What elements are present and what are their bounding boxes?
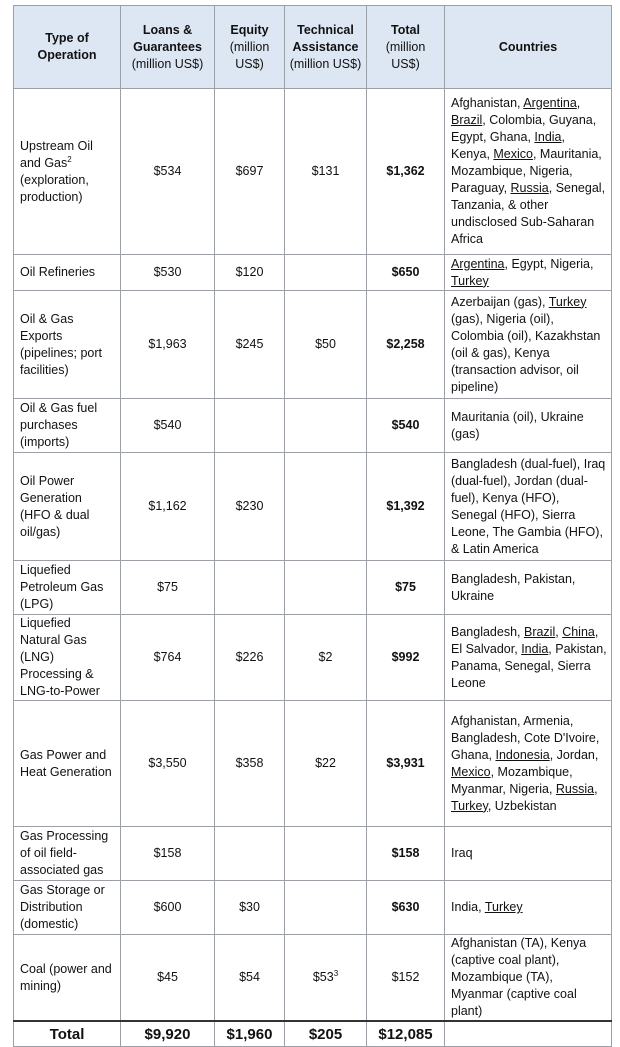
totals-equity: $1,960 [215, 1021, 285, 1047]
country-text: , Jordan, [549, 747, 599, 762]
countries-list [445, 291, 612, 399]
header-ta: Technical Assistance (million US$) [285, 6, 367, 89]
ta-value [285, 827, 367, 881]
total-value: $540 [367, 399, 445, 453]
total-value: $630 [367, 881, 445, 935]
totals-countries-empty [445, 1021, 612, 1047]
total-value: $2,258 [367, 291, 445, 399]
countries-list [445, 399, 612, 453]
country-text: , Senegal, Tanzania, & other undisclosed Sub-Saharan Africa [451, 181, 606, 246]
equity-value: $120 [215, 255, 285, 291]
operation-type: Oil & Gas fuel purchases (imports) [14, 399, 121, 453]
equity-value: $230 [215, 453, 285, 561]
equity-value: $697 [215, 89, 285, 255]
country-highlight: Argentina [523, 96, 577, 110]
country-text: Bangladesh, Pakistan, Ukraine [451, 571, 576, 603]
table-row [14, 291, 612, 399]
country-highlight: China [562, 624, 595, 639]
total-value: $158 [367, 827, 445, 881]
country-highlight: Argentina [451, 256, 505, 271]
footnote-marker: 3 [333, 968, 339, 978]
loans-value: $764 [121, 615, 215, 701]
ta-value [285, 453, 367, 561]
country-text: Iraq [451, 846, 473, 860]
country-text: India, [451, 900, 485, 914]
footnote-marker: 2 [67, 154, 72, 164]
equity-value [215, 827, 285, 881]
table-row [14, 561, 612, 615]
ta-value [285, 255, 367, 291]
country-highlight: Russia [555, 781, 595, 796]
total-value: $75 [367, 561, 445, 615]
operation-type: Oil Refineries [14, 255, 121, 291]
country-highlight: Turkey [548, 294, 587, 309]
operation-type: Oil & Gas Exports (pipelines; port facilities) [14, 291, 121, 399]
country-text: , Uzbekistan [487, 798, 557, 813]
country-text: (gas), Nigeria (oil), Colombia (oil), Kazakhstan (oil & gas), Kenya (transaction advisor, oil pipeline) [451, 311, 601, 394]
header-loans: Loans & Guarantees (million US$) [121, 6, 215, 89]
country-text: Afghanistan, [451, 96, 524, 110]
equity-value: $30 [215, 881, 285, 935]
countries-list [445, 453, 612, 561]
header-total: Total (million US$) [367, 6, 445, 89]
country-highlight: India [521, 641, 549, 656]
totals-loans: $9,920 [121, 1021, 215, 1047]
country-text: , Mauritania, Mozambique, Nigeria, Paraguay, [451, 147, 602, 195]
country-highlight: Turkey [484, 900, 523, 914]
country-highlight: Mexico [451, 764, 491, 779]
equity-value: $54 [215, 935, 285, 1022]
country-text: Bangladesh, [451, 624, 524, 639]
total-value: $650 [367, 255, 445, 291]
operation-type: Gas Processing of oil field-associated gas [14, 827, 121, 881]
operation-type: Coal (power and mining) [14, 935, 121, 1022]
loans-value: $1,963 [121, 291, 215, 399]
country-highlight: Brazil [451, 113, 483, 127]
table-row [14, 89, 612, 255]
operation-type: Gas Power and Heat Generation [14, 701, 121, 827]
country-text: , Kenya, [451, 130, 565, 161]
ta-value: $131 [285, 89, 367, 255]
countries-list [445, 827, 612, 881]
countries-list [445, 255, 612, 291]
ta-value: $\$53^3$ [285, 935, 367, 1022]
totals-row [14, 1021, 612, 1047]
countries-list [445, 615, 612, 701]
header-countries: Countries [445, 6, 612, 89]
operation-type: Upstream Oil and Gas$^2$ (exploration, production) [14, 89, 121, 255]
totals-label: Total [14, 1021, 121, 1047]
totals-ta: $205 [285, 1021, 367, 1047]
header-loans-unit: (million US$) [131, 56, 204, 71]
ta-value: $2 [285, 615, 367, 701]
ta-value [285, 399, 367, 453]
country-text: , Colombia, Guyana, Egypt, Ghana, [451, 113, 597, 144]
equity-value [215, 399, 285, 453]
header-equity-unit: (million US$) [229, 39, 270, 71]
ta-value: $50 [285, 291, 367, 399]
table-row [14, 399, 612, 453]
table-row [14, 615, 612, 701]
total-value: $152 [367, 935, 445, 1022]
country-highlight: Turkey [451, 798, 488, 813]
country-text: , [594, 781, 598, 796]
loans-value: $3,550 [121, 701, 215, 827]
countries-list [445, 881, 612, 935]
country-text: , Egypt, Nigeria, [504, 256, 594, 271]
ta-value [285, 881, 367, 935]
table-row [14, 881, 612, 935]
country-text: , El Salvador, [451, 624, 599, 656]
loans-value: $534 [121, 89, 215, 255]
countries-list [445, 701, 612, 827]
loans-value: $45 [121, 935, 215, 1022]
loans-value: $530 [121, 255, 215, 291]
operation-type: Liquefied Natural Gas (LNG) Processing & LNG-to-Power [14, 615, 121, 701]
operation-type: Oil Power Generation (HFO & dual oil/gas) [14, 453, 121, 561]
loans-value: $1,162 [121, 453, 215, 561]
country-text: Bangladesh (dual-fuel), Iraq (dual-fuel), Jordan (dual-fuel), Kenya (HFO), Senegal (HFO), Sierra Leone, The Gambia (HFO), & Latin America [451, 456, 606, 556]
country-highlight: Brazil [523, 624, 556, 639]
header-row [14, 6, 612, 89]
header-total-unit: (million US$) [385, 39, 426, 71]
country-text: , Mozambique, Myanmar, Nigeria, [451, 764, 573, 796]
operation-type: Gas Storage or Distribution (domestic) [14, 881, 121, 935]
total-value: $992 [367, 615, 445, 701]
total-value: $1,362 [367, 89, 445, 255]
table-body [14, 89, 612, 1022]
ta-value: $22 [285, 701, 367, 827]
table-row [14, 935, 612, 1022]
country-text: , [555, 624, 563, 639]
country-highlight: Turkey [451, 273, 489, 288]
equity-value: $245 [215, 291, 285, 399]
totals-total: $12,085 [367, 1021, 445, 1047]
total-value: $3,931 [367, 701, 445, 827]
country-highlight: Russia [510, 181, 549, 195]
equity-value [215, 561, 285, 615]
country-highlight: Mexico [493, 147, 533, 161]
table-row [14, 453, 612, 561]
countries-list [445, 89, 612, 255]
countries-list [445, 561, 612, 615]
fossil-fuel-finance-table [13, 5, 612, 1047]
loans-value: $158 [121, 827, 215, 881]
country-text: , [576, 96, 581, 110]
country-text: Afghanistan, Armenia, Bangladesh, Cote D'Ivoire, Ghana, [451, 713, 600, 762]
loans-value: $75 [121, 561, 215, 615]
equity-value: $226 [215, 615, 285, 701]
country-text: Afghanistan (TA), Kenya (captive coal plant), Mozambique (TA), Myanmar (captive coal plant) [451, 936, 587, 1018]
header-ta-unit: (million US$) [289, 56, 362, 71]
header-type: Type of Operation [14, 6, 121, 89]
table-row [14, 827, 612, 881]
countries-list [445, 935, 612, 1022]
ta-value [285, 561, 367, 615]
table-container [13, 5, 611, 1047]
equity-value: $358 [215, 701, 285, 827]
loans-value: $540 [121, 399, 215, 453]
table-row [14, 701, 612, 827]
table-row [14, 255, 612, 291]
country-text: Azerbaijan (gas), [451, 294, 549, 309]
total-value: $1,392 [367, 453, 445, 561]
country-text: , Pakistan, Panama, Senegal, Sierra Leone [451, 641, 607, 690]
country-highlight: India [534, 130, 562, 144]
country-text: Mauritania (oil), Ukraine (gas) [451, 409, 584, 441]
loans-value: $600 [121, 881, 215, 935]
header-equity: Equity (million US$) [215, 6, 285, 89]
operation-type: Liquefied Petroleum Gas (LPG) [14, 561, 121, 615]
country-highlight: Indonesia [495, 747, 550, 762]
